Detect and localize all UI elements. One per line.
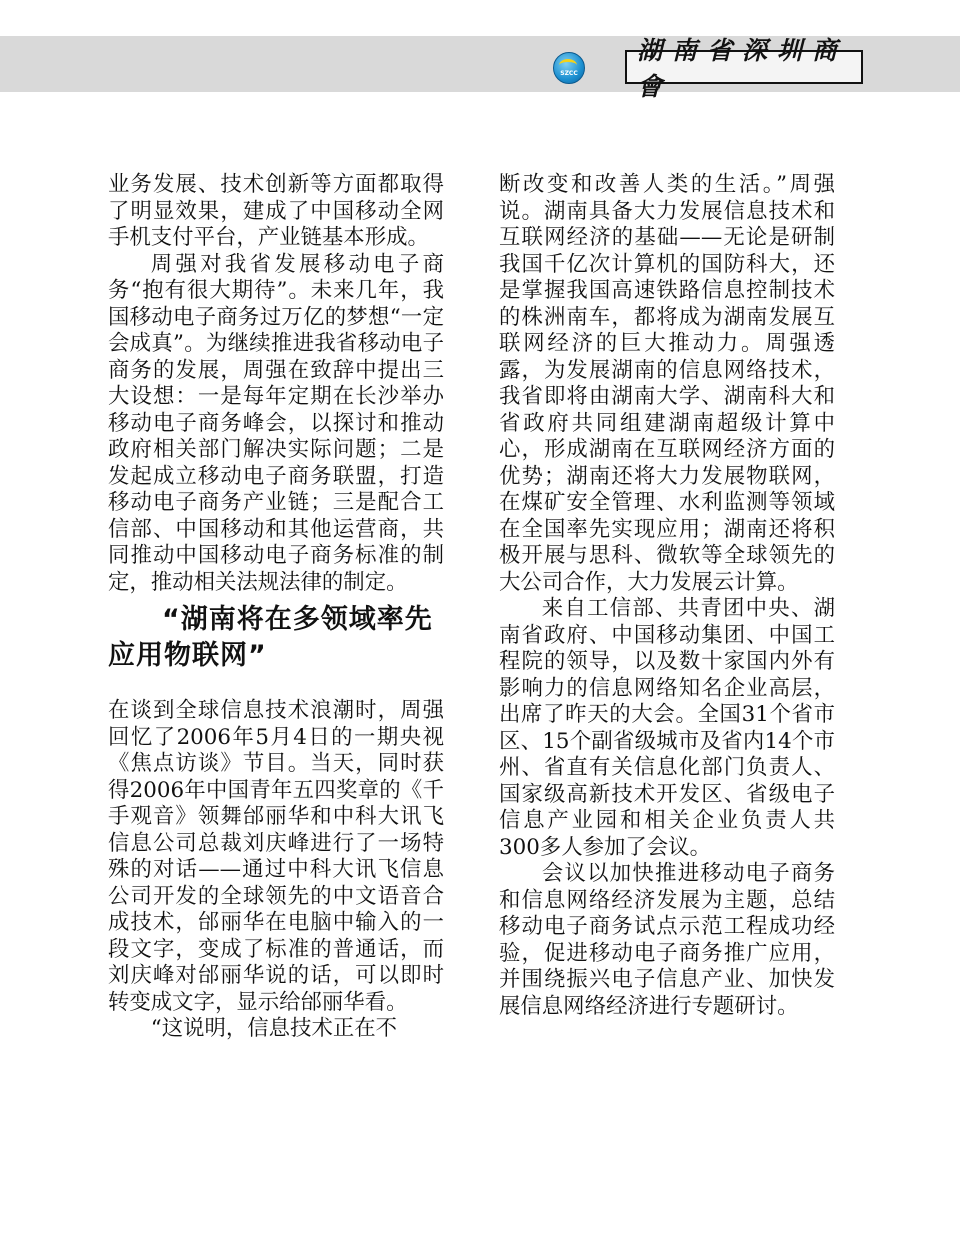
left-column — [108, 172, 444, 1043]
brand-title: 湖南省深圳商會 — [637, 36, 848, 101]
brand-title-box — [625, 36, 863, 101]
left-paragraph-3: 在谈到全球信息技术浪潮时，周强回忆了2006年5月4日的一期央视《焦点访谈》节目。当天，同时获得2006年中国青年五四奖章的《千手观音》领舞邰丽华和中科大讯飞信息公司总裁刘庆峰进行了一场特殊的对话——通过中科大讯飞信息公司开发的全球领先的中文语音合成技术，邰丽华在电脑中输入的一段文字，变成了标准的普通话，而刘庆峰对邰丽华说的话，可以即时转变成文字，显示给邰丽华看。 — [108, 698, 444, 1015]
left-paragraph-2: 周强对我省发展移动电子商务“抱有很大期待”。未来几年，我国移动电子商务过万亿的梦想“一定会成真”。为继续推进我省移动电子商务的发展，周强在致辞中提出三大设想：一是每年定期在长沙举办移动电子商务峰会，以探讨和推动政府相关部门解决实际问题；二是发起成立移动电子商务联盟，打造移动电子商务产业链；三是配合工信部、中国移动和其他运营商，共同推动中国移动电子商务标准的制定，推动相关法规法律的制定。 — [108, 251, 444, 595]
left-paragraph-4: “这说明，信息技术正在不 — [150, 1016, 398, 1041]
section-subheading: “湖南将在多领域率先应用物联网” — [108, 604, 433, 671]
szcc-logo-icon — [553, 52, 585, 84]
right-paragraph-3: 会议以加快推进移动电子商务和信息网络经济发展为主题，总结移动电子商务试点示范工程成功经验，促进移动电子商务推广应用，并围绕振兴电子信息产业、加快发展信息网络经济进行专题研讨。 — [499, 861, 835, 1019]
left-paragraph-1: 业务发展、技术创新等方面都取得了明显效果，建成了中国移动全网手机支付平台，产业链基本形成。 — [108, 172, 444, 250]
right-paragraph-1: 断改变和改善人类的生活。”周强说。湖南具备大力发展信息技术和互联网经济的基础——无论是研制我国千亿次计算机的国防科大，还是掌握我国高速铁路信息控制技术的株洲南车，都将成为湖南发展互联网经济的巨大推动力。周强透露，为发展湖南的信息网络技术，我省即将由湖南大学、湖南科大和省政府共同组建湖南超级计算中心，形成湖南在互联网经济方面的优势；湖南还将大力发展物联网，在煤矿安全管理、水利监测等领域在全国率先实现应用；湖南还将积极开展与思科、微软等全球领先的大公司合作，大力发展云计算。 — [499, 172, 835, 595]
right-paragraph-2: 来自工信部、共青团中央、湖南省政府、中国移动集团、中国工程院的领导，以及数十家国内外有影响力的信息网络知名企业高层，出席了昨天的大会。全国31个省市区、15个副省级城市及省内14个市州、省直有关信息化部门负责人、国家级高新技术开发区、省级电子信息产业园和相关企业负责人共300多人参加了会议。 — [499, 596, 835, 860]
right-column — [499, 172, 835, 1020]
logo-text: SZCC — [560, 70, 578, 77]
